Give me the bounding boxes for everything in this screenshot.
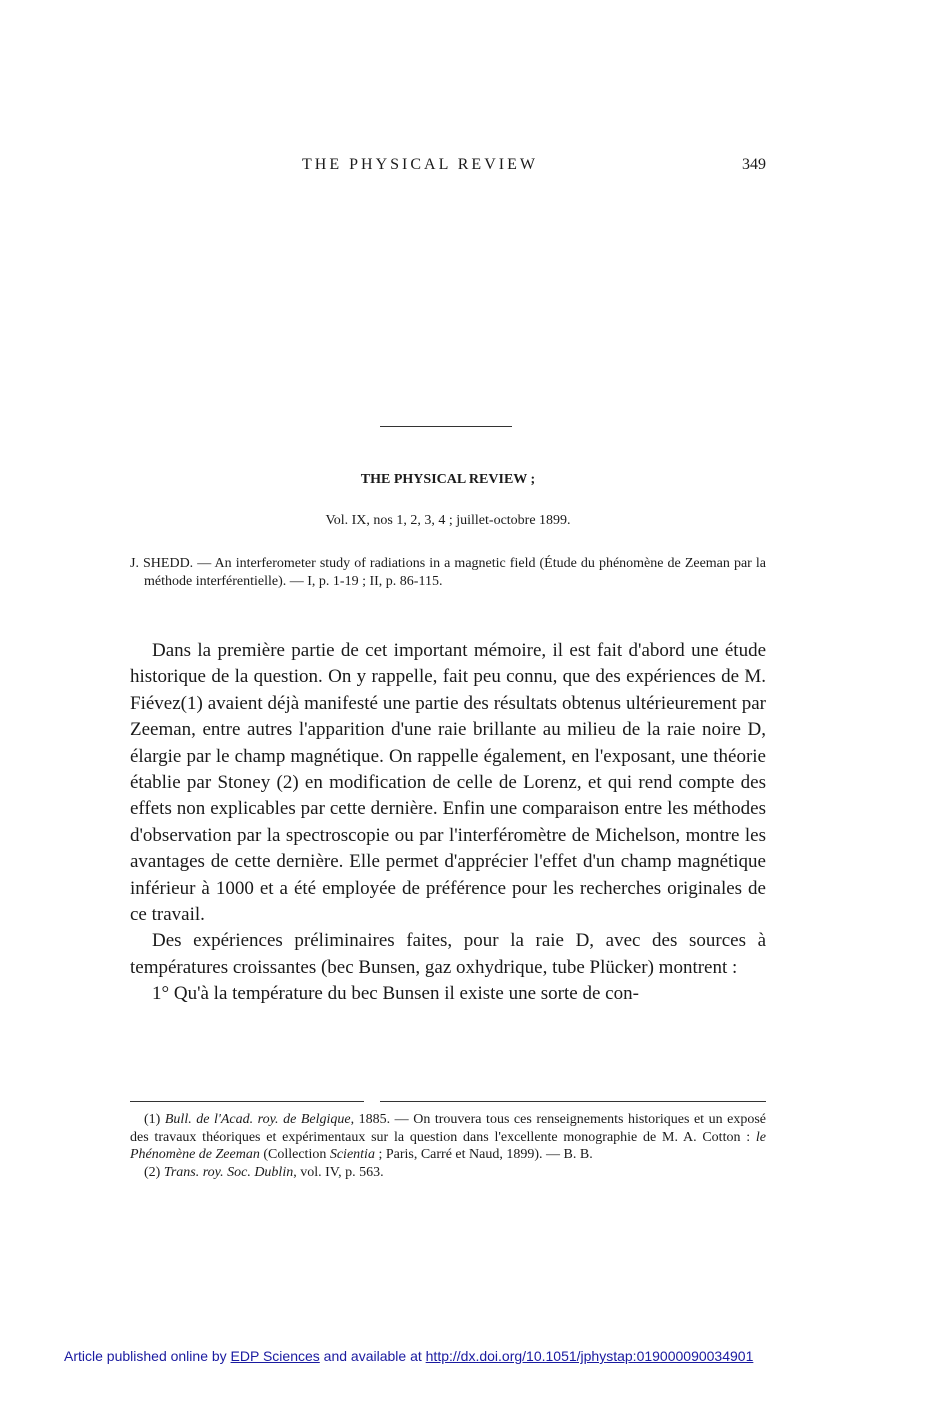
footnote-marker: (2)	[144, 1164, 161, 1180]
footnote-source: Bull. de l'Acad. roy. de Belgique	[164, 1112, 351, 1127]
journal-heading: THE PHYSICAL REVIEW ;	[360, 472, 536, 487]
section-divider	[380, 426, 512, 427]
footnote-2	[130, 1164, 766, 1182]
doi-link[interactable]: http://dx.doi.org/10.1051/jphystap:019000090034901	[425, 1348, 754, 1364]
footnote-text: , 1885. — On trouvera tous ces renseignements historiques et un exposé des travaux théoriques et expérimentaux sur la question dans l'excellente monographie de M. A. Cotton :	[130, 1112, 766, 1145]
footnote-marker: (1)	[144, 1112, 161, 1127]
article-reference: J. SHEDD. — An interferometer study of radiations in a magnetic field (Étude du phénomène de Zeeman par la méthode interférentielle). — I, p. 1-19 ; II, p. 86-115.	[130, 556, 766, 589]
footnote-1	[130, 1111, 766, 1164]
footnote-source: Trans. roy. Soc. Dublin	[163, 1164, 294, 1180]
footnote-text: ; Paris, Carré et Naud, 1899). — B. B.	[374, 1147, 593, 1162]
footnote-text: (Collection	[259, 1147, 330, 1162]
page-number: 349	[742, 156, 766, 173]
publisher-link[interactable]: EDP Sciences	[230, 1348, 320, 1364]
footnote-text: , vol. IV, p. 563.	[293, 1164, 384, 1180]
publisher-prefix: Article published online by	[64, 1348, 231, 1364]
paragraph: Dans la première partie de cet important mémoire, il est fait d'abord une étude historique de la question. On y rappelle, fait peu connu, que des expériences de M. Fiévez(1) avaient déjà manifesté une partie des résultats obtenus ultérieurement par Zeeman, entre autres l'apparition d'une raie brillante au milieu de la raie noire D, élargie par le champ magnétique. On rappelle également, en l'exposant, une théorie établie par Stoney (2) en modification de celle de Lorenz, et qui rend compte des effets non explicables par cette dernière. Enfin une comparaison entre les méthodes d'observation par la spectroscopie ou par l'interféromètre de Michelson, montre les avantages de cette dernière. Elle permet d'apprécier l'effet d'un champ magnétique inférieur à 1000 et a été employée de préférence pour les recherches originales de ce travail.	[130, 640, 766, 926]
publisher-middle: and available at	[319, 1348, 426, 1364]
paragraph: Des expériences préliminaires faites, pour la raie D, avec des sources à températures croissantes (bec Bunsen, gaz oxhydrique, tube Plücker) montrent :	[130, 930, 766, 978]
footnote-book-title: le Phénomène de Zeeman	[130, 1129, 766, 1162]
footnote-divider-continued	[380, 1101, 766, 1102]
publisher-line	[64, 1348, 884, 1364]
body-text	[130, 638, 766, 1008]
footnote-collection: Scientia	[329, 1147, 375, 1162]
footnotes	[130, 1111, 766, 1181]
running-title: THE PHYSICAL REVIEW	[302, 156, 538, 173]
footnote-divider	[130, 1101, 364, 1102]
paragraph: 1° Qu'à la température du bec Bunsen il existe une sorte de con-	[152, 983, 639, 1005]
journal-issue: Vol. IX, nos 1, 2, 3, 4 ; juillet-octobre 1899.	[325, 513, 571, 528]
